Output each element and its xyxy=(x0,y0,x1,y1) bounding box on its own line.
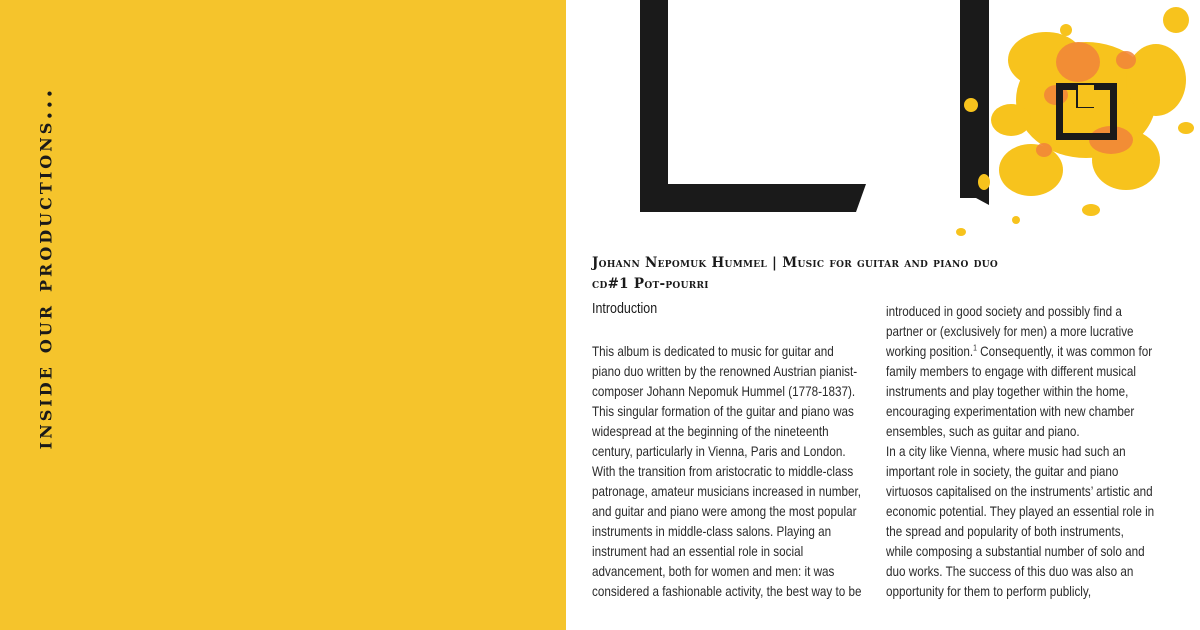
text-line: composer Johann Nepomuk Hummel (1778-1837). xyxy=(592,384,856,399)
text-line: while composing a substantial number of solo and xyxy=(886,544,1145,559)
text-line: encouraging experimentation with new chamber xyxy=(886,404,1135,419)
text-line: important role in society, the guitar and piano xyxy=(886,464,1119,479)
text-line: and guitar and piano were among the most popular xyxy=(592,504,857,519)
text-line: partner or (exclusively for men) a more lucrative xyxy=(886,324,1134,339)
text-line: instrument had an essential role in social xyxy=(592,544,804,559)
text-line: opportunity for them to perform publicly, xyxy=(886,584,1092,599)
text-line: instruments in middle-class salons. Playing an xyxy=(592,524,832,539)
text-line: piano duo written by the renowned Austrian pianist- xyxy=(592,364,858,379)
left-panel xyxy=(0,0,566,630)
paint-splash xyxy=(956,7,1194,236)
text-line: virtuosos capitalised on the instruments’ artistic and xyxy=(886,484,1153,499)
text-fragment: Consequently, it was common for xyxy=(976,344,1153,359)
text-line: widespread at the beginning of the nineteenth xyxy=(592,424,829,439)
text-column-1 xyxy=(592,342,882,602)
text-line: This singular formation of the guitar and piano was xyxy=(592,404,854,419)
text-line: instruments and play together within the home, xyxy=(886,384,1129,399)
text-line: This album is dedicated to music for guitar and xyxy=(592,344,834,359)
album-subtitle: cd#1 Pot-pourri xyxy=(592,276,709,292)
text-fragment: working position. xyxy=(886,344,974,359)
text-line: ensembles, such as guitar and piano. xyxy=(886,424,1080,439)
text-line: economic potential. They played an essential role in xyxy=(886,504,1155,519)
text-line: advancement, both for women and men: it was xyxy=(592,564,835,579)
text-line: the spread and popularity of both instruments, xyxy=(886,524,1124,539)
text-line: duo works. The success of this duo was also an xyxy=(886,564,1134,579)
vertical-section-title: inside our productions... xyxy=(30,86,58,450)
frame-left-leg xyxy=(640,0,866,212)
text-line: family members to engage with different musical xyxy=(886,364,1136,379)
text-line: considered a fashionable activity, the best way to be xyxy=(592,584,862,599)
section-label: Introduction xyxy=(592,301,658,317)
album-heading xyxy=(592,253,998,295)
album-title: Johann Nepomuk Hummel | Music for guitar and piano duo xyxy=(592,255,999,271)
footnote-marker: 1 xyxy=(973,343,977,353)
album-cover-artwork xyxy=(566,0,1200,250)
text-line: In a city like Vienna, where music had such an xyxy=(886,444,1126,459)
text-line xyxy=(886,342,1153,362)
text-line: introduced in good society and possibly find a xyxy=(886,304,1122,319)
text-line: With the transition from aristocratic to middle-class xyxy=(592,464,854,479)
text-column-2 xyxy=(886,302,1176,602)
text-line: patronage, amateur musicians increased in number, xyxy=(592,484,862,499)
text-line: century, particularly in Vienna, Paris and London. xyxy=(592,444,846,459)
